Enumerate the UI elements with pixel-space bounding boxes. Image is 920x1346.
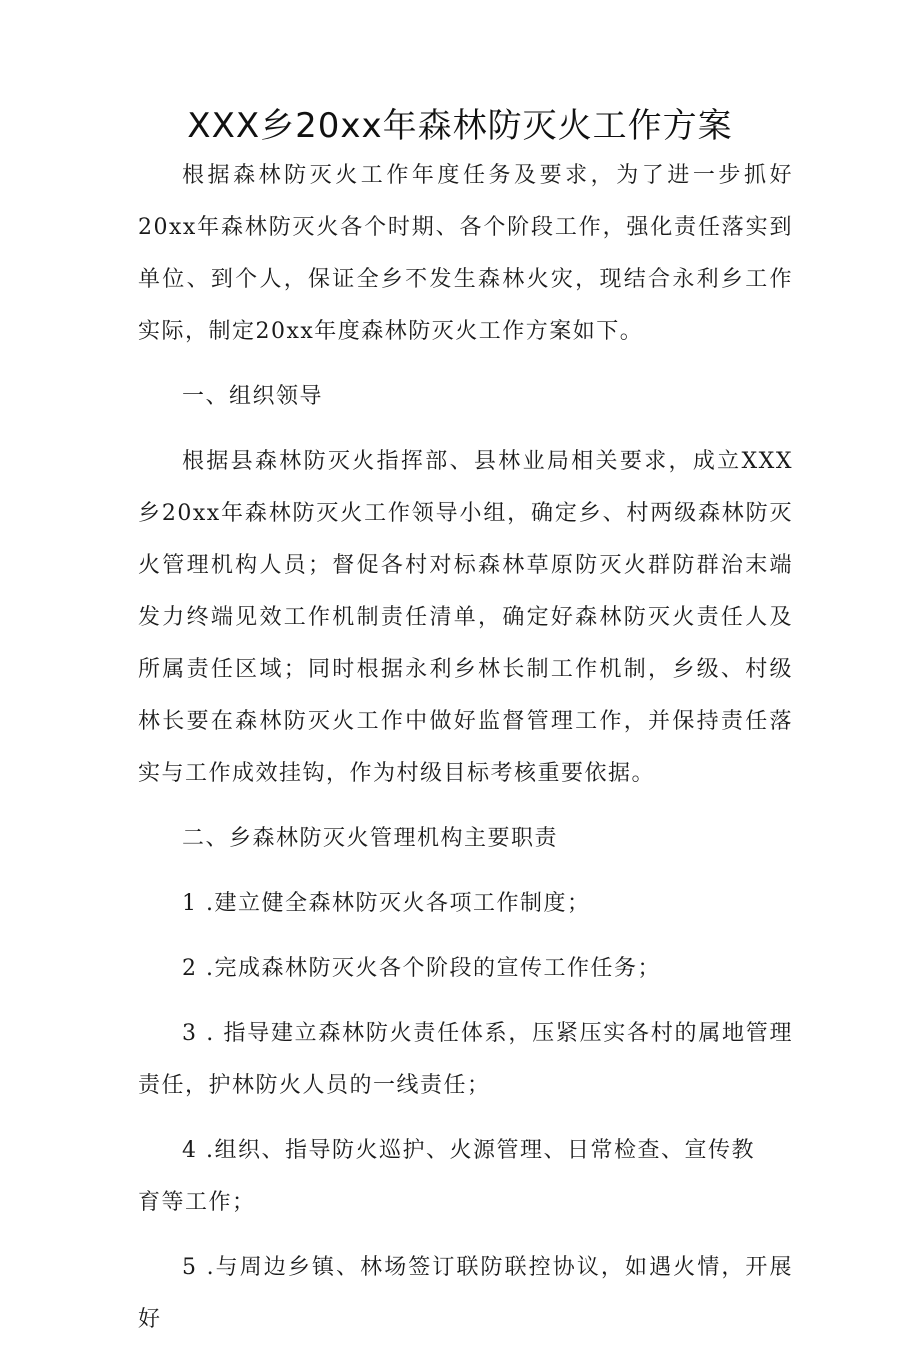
document-title: XXX乡20xx年森林防灭火工作方案 <box>187 106 733 146</box>
section-heading-organization: 一、组织领导 <box>182 384 324 409</box>
section-organization-paragraph: 根据县森林防灭火指挥部、县林业局相关要求，成立XXX乡20xx年森林防灭火工作领导小组，确定乡、村两级森林防灭火管理机构人员；督促各村对标森林草原防灭火群防群治末端发力终端见效工作机制责任清单，确定好森林防灭火责任人及所属责任区域；同时根据永利乡林长制工作机制，乡级、村级林长要在森林防灭火工作中做好监督管理工作，并保持责任落实与工作成效挂钩，作为村级目标考核重要依据。 <box>138 449 793 786</box>
duty-item-1: 1 .建立健全森林防灭火各项工作制度； <box>182 891 591 916</box>
document-body <box>138 150 793 1346</box>
duty-item-4-continuation: 育等工作； <box>138 1190 256 1215</box>
duty-item-4: 4 .组织、指导防火巡护、火源管理、日常检查、宣传教 <box>182 1138 755 1163</box>
duty-item-2: 2 .完成森林防灭火各个阶段的宣传工作任务； <box>182 956 661 981</box>
intro-paragraph: 根据森林防灭火工作年度任务及要求，为了进一步抓好20xx年森林防灭火各个时期、各个阶段工作，强化责任落实到单位、到个人，保证全乡不发生森林火灾，现结合永利乡工作实际，制定20xx年度森林防灭火工作方案如下。 <box>138 163 793 344</box>
duty-item-5: 5 .与周边乡镇、林场签订联防联控协议，如遇火情，开展好 <box>138 1255 793 1332</box>
section-heading-duties: 二、乡森林防灭火管理机构主要职责 <box>182 826 559 851</box>
duty-item-3: 3 . 指导建立森林防火责任体系，压紧压实各村的属地管理责任，护林防火人员的一线责任； <box>138 1021 793 1098</box>
